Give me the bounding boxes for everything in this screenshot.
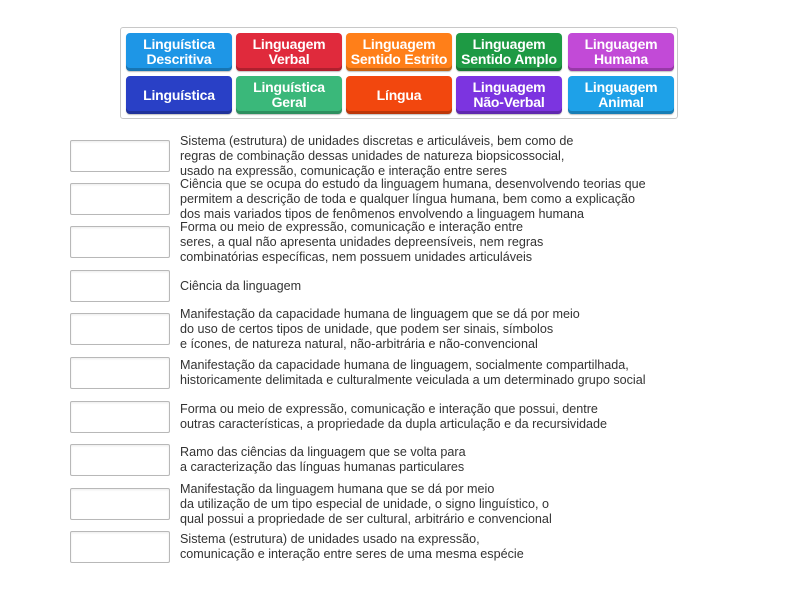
definition-text: Manifestação da capacidade humana de linguagem, socialmente compartilhada, historicamente delimitada e culturalmente veiculada a um determinado grupo social xyxy=(180,358,646,387)
answer-tile[interactable]: Linguagem Verbal xyxy=(236,33,342,71)
answer-bank xyxy=(120,27,678,119)
drop-slot[interactable] xyxy=(70,313,170,345)
answer-tile[interactable]: Linguagem Sentido Estrito xyxy=(346,33,452,71)
definition-text: Ramo das ciências da linguagem que se volta para a caracterização das línguas humanas particulares xyxy=(180,445,466,474)
drop-slot[interactable] xyxy=(70,183,170,215)
answer-tile[interactable]: Linguística Geral xyxy=(236,76,342,114)
answer-tile[interactable]: Linguagem Sentido Amplo xyxy=(456,33,562,71)
drop-slot[interactable] xyxy=(70,531,170,563)
answer-tile[interactable]: Língua xyxy=(346,76,452,114)
definition-text: Ciência que se ocupa do estudo da linguagem humana, desenvolvendo teorias que permitem a descrição de toda e qualquer língua humana, bem como a explicação dos mais variados tipos de fenômenos envolvendo a linguagem humana xyxy=(180,176,646,221)
definition-text: Manifestação da capacidade humana de linguagem que se dá por meio do uso de certos tipos de unidade, que podem ser sinais, símbolos e ícones, de natureza natural, não-arbitrária e não-convencional xyxy=(180,306,580,351)
drop-slot[interactable] xyxy=(70,444,170,476)
definition-text: Manifestação da linguagem humana que se dá por meio da utilização de um tipo especial de unidade, o signo linguístico, o qual possui a propriedade de ser cultural, arbitrário e convencional xyxy=(180,481,552,526)
definition-text: Forma ou meio de expressão, comunicação e interação entre seres, a qual não apresenta unidades depreensíveis, nem regras combinatórias específicas, nem possuem unidades articuláveis xyxy=(180,219,544,264)
definition-text: Sistema (estrutura) de unidades usado na expressão, comunicação e interação entre seres de uma mesma espécie xyxy=(180,532,524,561)
answer-tile[interactable]: Linguagem Animal xyxy=(568,76,674,114)
answer-tile[interactable]: Linguagem Humana xyxy=(568,33,674,71)
drop-slot[interactable] xyxy=(70,226,170,258)
definition-text: Ciência da linguagem xyxy=(180,278,302,293)
answer-tile[interactable]: Linguística xyxy=(126,76,232,114)
answer-tile[interactable]: Linguística Descritiva xyxy=(126,33,232,71)
drop-slot[interactable] xyxy=(70,357,170,389)
answer-tile[interactable]: Linguagem Não-Verbal xyxy=(456,76,562,114)
drop-slot[interactable] xyxy=(70,401,170,433)
definition-text: Sistema (estrutura) de unidades discretas e articuláveis, bem como de regras de combinação dessas unidades de natureza biopsicossocial, usado na expressão, comunicação e interação entre seres xyxy=(180,133,574,178)
definition-text: Forma ou meio de expressão, comunicação e interação que possui, dentre outras características, a propriedade da dupla articulação e da recursividade xyxy=(180,402,608,431)
drop-slot[interactable] xyxy=(70,140,170,172)
drop-slot[interactable] xyxy=(70,488,170,520)
drop-slot[interactable] xyxy=(70,270,170,302)
